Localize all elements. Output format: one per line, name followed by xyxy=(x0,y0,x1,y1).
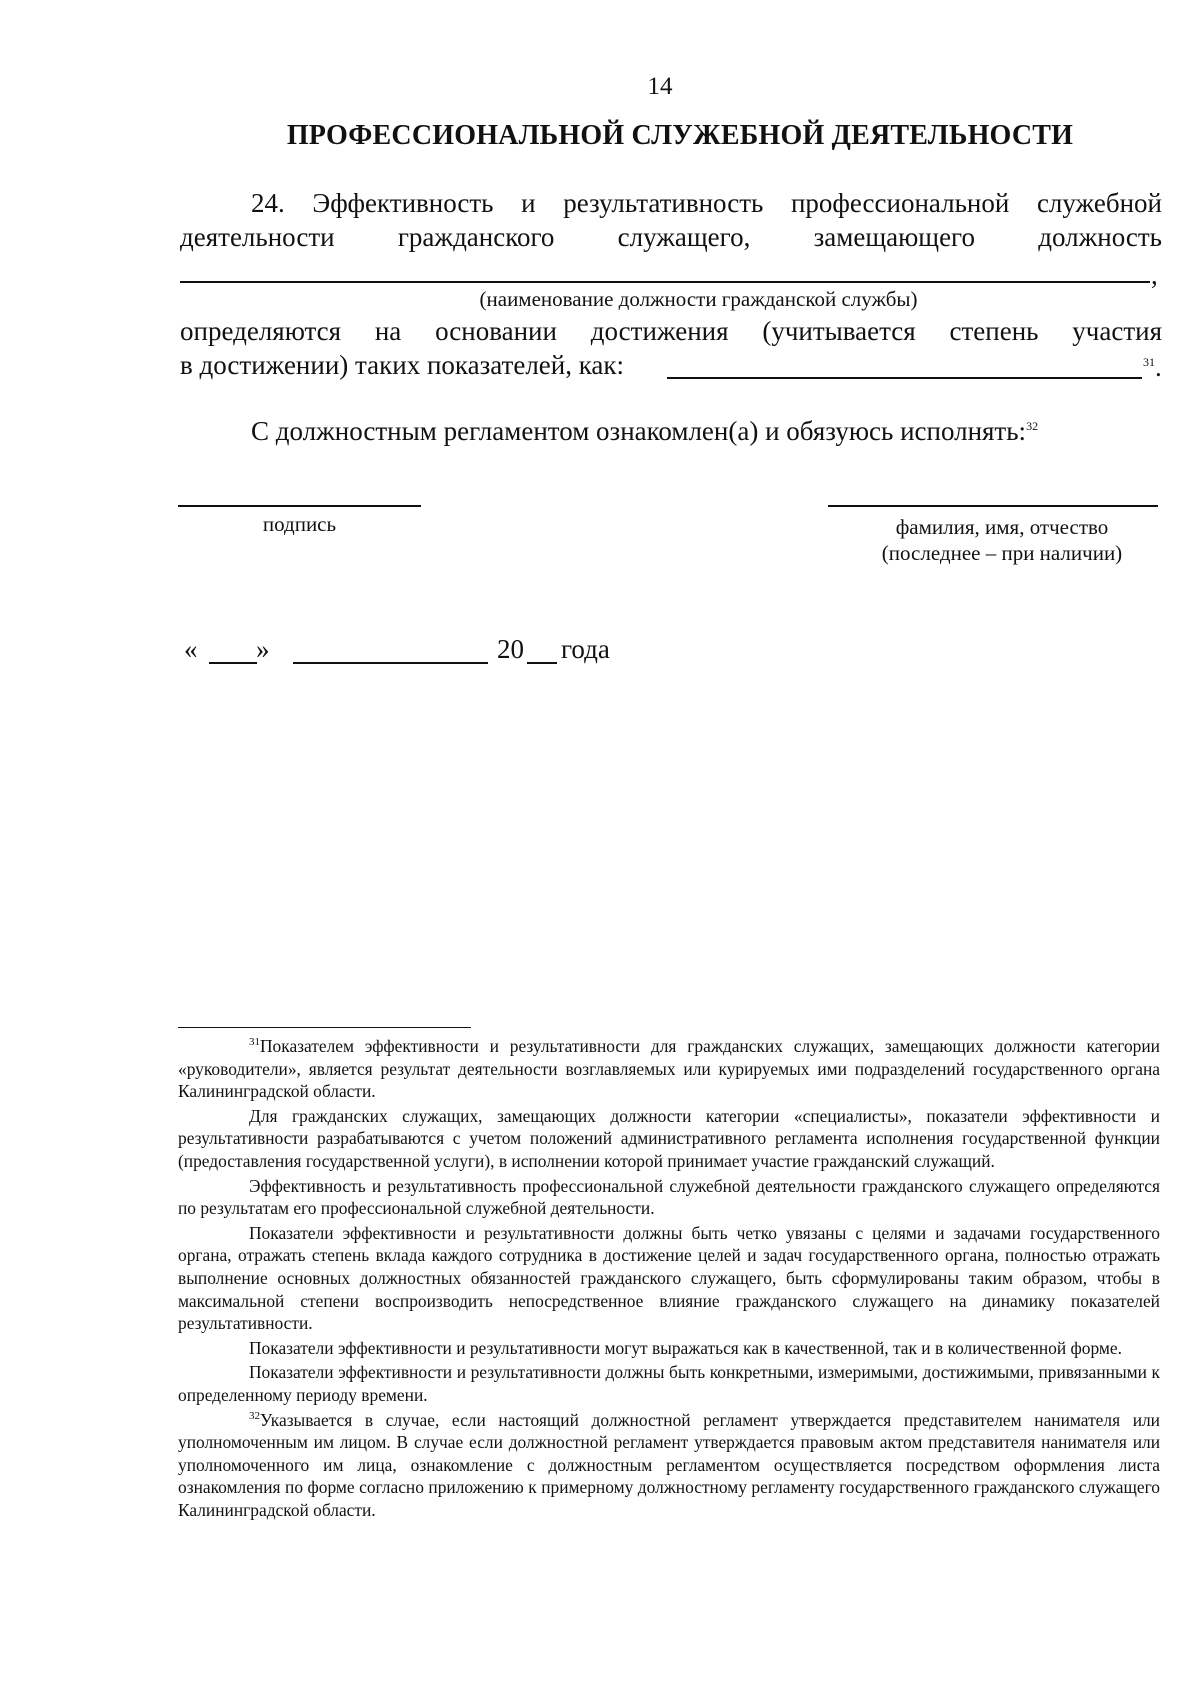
para24-word: на xyxy=(374,316,402,346)
para24-word: достижения xyxy=(590,316,729,346)
paragraph-24-cont xyxy=(180,314,1162,382)
para24-line-2 xyxy=(180,220,1162,254)
name-blank[interactable] xyxy=(828,505,1158,507)
footnote-31-p4: Показатели эффективности и результативности должны быть четко увязаны с целями и задачами государственного органа, отражать степень вклада каждого сотрудника в достижение целей и задач государственного органа, полностью отражать выполнение основных должностных обязанностей гражданского служащего, быть сформулированы таким образом, чтобы в максимальной степени воспроизводить непосредственное влияние гражданского служащего на динамику показателей результативности. xyxy=(178,1222,1160,1334)
para24-word: участия xyxy=(1072,316,1162,346)
para24-word: профессиональной xyxy=(790,188,1010,218)
date-day-blank[interactable] xyxy=(209,662,257,664)
date-open-quote: « xyxy=(184,634,198,664)
footnote-text: Указывается в случае, если настоящий должностной регламент утверждается представителем нанимателя или уполномоченным им лицом. В случае если должностной регламент утверждается правовым актом представителя нанимателя или уполномоченного им лица, ознакомление с должностным регламентом осуществляется посредством оформления листа ознакомления по форме согласно приложению к примерному должностному регламенту государственного гражданского служащего Калининградской области. xyxy=(178,1409,1160,1520)
position-caption: (наименование должности гражданской службы) xyxy=(479,287,918,311)
para24-word: Эффективность xyxy=(312,188,494,218)
footnote-ref-32: 32 xyxy=(1026,419,1039,433)
date-year-blank[interactable] xyxy=(527,662,557,664)
para24-word: гражданского xyxy=(397,222,555,252)
date-month-blank[interactable] xyxy=(293,662,488,664)
para24-line-3 xyxy=(180,314,1162,348)
footnote-31-p2: Для гражданских служащих, замещающих должности категории «специалисты», показатели эффективности и результативности разрабатываются с учетом положений административного регламента исполнения государственной функции (предоставления государственной услуги), в исполнении которой принимает участие гражданский служащий. xyxy=(178,1105,1160,1171)
para24-line-1 xyxy=(180,186,1162,220)
para24-word: результативность xyxy=(563,188,764,218)
para24-word: служащего, xyxy=(617,222,751,252)
acknowledgement-text: С должностным регламентом ознакомлен(а) и обязуюсь исполнять: xyxy=(251,416,1027,446)
footnote-32-p1 xyxy=(178,1409,1160,1522)
footnote-32-marker: 32 xyxy=(249,1409,260,1422)
para24-line-4-text: в достижении) таких показателей, как: xyxy=(180,350,625,380)
name-label-2: (последнее – при наличии) xyxy=(881,541,1123,565)
para24-word: 24. xyxy=(251,188,285,218)
para24-word: определяются xyxy=(180,316,342,346)
para24-word: деятельности xyxy=(180,222,335,252)
para24-word: (учитывается xyxy=(762,316,916,346)
footnote-31-p1 xyxy=(178,1035,1160,1103)
footnote-31-p5: Показатели эффективности и результативности могут выражаться как в качественной, так и в количественной форме. xyxy=(249,1337,1123,1358)
para24-word: служебной xyxy=(1036,188,1162,218)
footnotes xyxy=(178,1035,1160,1523)
date-suffix: года xyxy=(561,634,610,664)
footnote-31-p6: Показатели эффективности и результативности должны быть конкретными, измеримыми, достижимыми, привязанными к определенному периоду времени. xyxy=(178,1362,1160,1405)
signature-label: подпись xyxy=(262,512,337,536)
signature-blank[interactable] xyxy=(178,505,421,507)
section-heading: ПРОФЕССИОНАЛЬНОЙ СЛУЖЕБНОЙ ДЕЯТЕЛЬНОСТИ xyxy=(286,120,1074,151)
footnote-text: Показателем эффективности и результативности для гражданских служащих, замещающих должности категории «руководители», является результат деятельности возглавляемых или курируемых ими подразделений государственного органа Калининградской области. xyxy=(178,1036,1160,1102)
para24-word: степень xyxy=(949,316,1039,346)
paragraph-24 xyxy=(180,186,1162,254)
para24-word: и xyxy=(521,188,536,218)
date-close-quote: » xyxy=(256,634,270,664)
para24-word: основании xyxy=(435,316,557,346)
indicators-end xyxy=(1143,350,1162,384)
end-period: . xyxy=(1155,352,1162,382)
para24-word: должность xyxy=(1038,222,1162,252)
footnote-31-p3: Эффективность и результативность профессиональной служебной деятельности гражданского служащего определяются по результатам его профессиональной служебной деятельности. xyxy=(178,1175,1160,1219)
footnote-ref-31: 31 xyxy=(1143,355,1155,369)
position-name-blank[interactable] xyxy=(180,281,1150,283)
name-label-1: фамилия, имя, отчество xyxy=(895,515,1109,539)
trailing-comma: , xyxy=(1151,260,1158,290)
footnote-separator xyxy=(178,1027,471,1028)
footnote-31-marker: 31 xyxy=(249,1036,260,1049)
indicators-blank[interactable] xyxy=(667,377,1142,379)
date-year-prefix: 20 xyxy=(497,634,524,664)
page-number: 14 xyxy=(647,73,673,100)
para24-word: замещающего xyxy=(813,222,975,252)
acknowledgement-line xyxy=(251,414,1038,448)
